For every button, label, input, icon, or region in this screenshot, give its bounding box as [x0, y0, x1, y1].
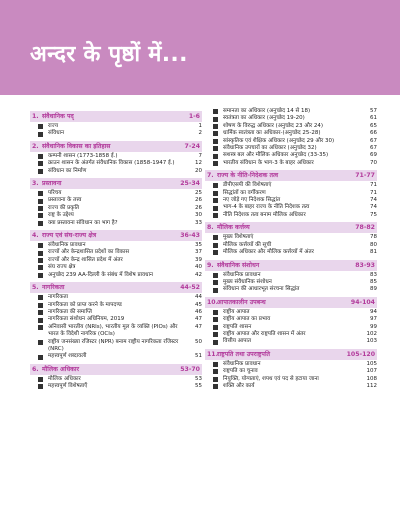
toc-entry-page: 37: [195, 249, 202, 256]
toc-left-column: [30, 108, 202, 391]
toc-entry: [205, 130, 377, 137]
section-header: [30, 282, 202, 293]
toc-entry-page: 57: [370, 108, 377, 114]
square-bullet-icon: [38, 206, 43, 211]
section-title: मौलिक अधिकार: [42, 365, 80, 373]
section-title: आपातकालीन उपबन्ध: [217, 298, 266, 306]
toc-entry: [205, 272, 377, 279]
section-header: [30, 230, 202, 241]
toc-entry-page: 65: [370, 122, 377, 129]
toc-entry-label: नागरिकता संशोधन अधिनियम, 2019: [48, 316, 125, 323]
section-title: संवैधानिक पद्: [42, 113, 74, 120]
toc-entry-page: 70: [370, 159, 377, 166]
toc-entry-page: 46: [195, 308, 202, 315]
section-header: [205, 349, 377, 360]
toc-entry-label: राज्यों और केन्द्र शासित प्रदेश में अंतर: [48, 256, 123, 263]
toc-entry-page: 42: [195, 271, 202, 278]
toc-entry-label: संविधान की आधारभूत संरचना सिद्धांत: [223, 286, 300, 293]
toc-entry: [30, 130, 202, 137]
section-title: राज्य एवं संघ-राज्य क्षेत्र: [42, 232, 97, 240]
square-bullet-icon: [38, 154, 43, 159]
toc-entry: [205, 249, 377, 256]
square-bullet-icon: [38, 384, 43, 389]
square-bullet-icon: [213, 325, 218, 330]
square-bullet-icon: [38, 318, 43, 323]
toc-entry-label: राष्ट्रीय जनसंख्या रजिस्टर (NPR) बनाम राष्ट्रीय नागरिकता रजिस्टर (NRC): [48, 338, 179, 352]
toc-entry: [30, 272, 202, 279]
section-number: 5.: [32, 284, 39, 292]
square-bullet-icon: [38, 243, 43, 248]
square-bullet-icon: [38, 169, 43, 174]
toc-entry: [205, 383, 377, 390]
toc-entry-label: सिद्धांतों का वर्गीकरण: [223, 189, 266, 196]
toc-entry-label: नागरिकता की समाप्ति: [48, 308, 92, 315]
toc-entry-label: राष्ट्रीय आपात का प्रभाव: [223, 316, 271, 323]
toc-entry-label: भाग-4 के बाहर राज्य के नीति निदेशक तत्व: [223, 204, 310, 211]
toc-entry: [30, 302, 202, 309]
toc-entry: [30, 324, 202, 339]
toc-entry-page: 2: [198, 130, 202, 137]
toc-entry: [30, 316, 202, 323]
section-title: संवैधानिक संशोधन: [217, 261, 260, 269]
square-bullet-icon: [213, 131, 218, 136]
toc-entry-label: महत्त्वपूर्ण शब्दावली: [48, 353, 87, 360]
section-number: 10.: [207, 298, 218, 306]
toc-entry: [30, 160, 202, 167]
toc-entry-label: राष्ट्र के उद्देश्य: [48, 212, 74, 219]
toc-entry-page: 85: [370, 278, 377, 285]
toc-entry-page: 26: [195, 197, 202, 204]
toc-entry-label: वित्तीय आपात: [223, 338, 251, 345]
toc-entry-label: नीति निदेशक तत्व बनाम मौलिक अधिकार: [223, 211, 306, 218]
square-bullet-icon: [38, 355, 43, 360]
toc-entry-page: 69: [370, 152, 377, 159]
toc-entry: [30, 339, 202, 354]
square-bullet-icon: [38, 251, 43, 256]
toc-entry-label: संविधान का निर्माण: [48, 167, 87, 174]
toc-entry-page: 107: [366, 368, 377, 375]
square-bullet-icon: [38, 273, 43, 278]
section-page-range: 7-24: [184, 142, 200, 150]
section-page-range: 36-43: [180, 232, 200, 240]
square-bullet-icon: [38, 325, 43, 330]
toc-entry-page: 83: [370, 271, 377, 278]
toc-entry-page: 45: [195, 301, 202, 308]
toc-entry-label: नियुक्ति, योग्यताएं, शपथ एवं पद से हटाया जाना: [223, 375, 319, 382]
section-page-range: 78-82: [355, 224, 375, 232]
section-number: 3.: [32, 180, 39, 188]
square-bullet-icon: [213, 377, 218, 382]
toc-entry-page: 66: [370, 130, 377, 137]
toc-entry-label: संवैधानिक उपचारों का अधिकार (अनुच्छेद 32): [223, 145, 317, 152]
toc-entry-label: सांस्कृतिक एवं शैक्षिक अधिकार (अनुच्छेद 29 और 30): [223, 137, 335, 144]
toc-entry-page: 39: [195, 256, 202, 263]
toc-entry: [205, 234, 377, 241]
square-bullet-icon: [38, 221, 43, 226]
toc-entry-label: भारतीय संविधान के भाग-3 के बाहर अधिकार: [223, 159, 314, 166]
toc-entry-label: कम्पनी शासन (1773-1858 ई.): [48, 152, 118, 159]
section-number: 9.: [207, 261, 214, 269]
toc-entry: [30, 212, 202, 219]
toc-entry: [30, 383, 202, 390]
square-bullet-icon: [213, 280, 218, 285]
toc-entry-label: नागरिकता: [48, 294, 69, 301]
square-bullet-icon: [213, 369, 218, 374]
square-bullet-icon: [213, 340, 218, 345]
toc-entry-page: 80: [370, 241, 377, 248]
square-bullet-icon: [213, 206, 218, 211]
toc-entry-page: 67: [370, 137, 377, 144]
toc-entry: [205, 204, 377, 211]
square-bullet-icon: [38, 265, 43, 270]
square-bullet-icon: [213, 183, 218, 188]
toc-entry-page: 30: [195, 212, 202, 219]
toc-entry-page: 61: [370, 115, 377, 122]
toc-entry-label: संवैधानिक प्रावधान: [223, 360, 261, 367]
square-bullet-icon: [38, 132, 43, 137]
toc-entry-label: क्या प्रस्तावना संविधान का भाग है?: [48, 219, 118, 226]
toc-entry-page: 74: [370, 197, 377, 204]
toc-entry-page: 71: [370, 189, 377, 196]
toc-entry-label: क्राउन शासन के अंतर्गत संवैधानिक विकास (1858-1947 ई.): [48, 160, 175, 167]
toc-entry: [205, 115, 377, 122]
square-bullet-icon: [38, 161, 43, 166]
square-bullet-icon: [213, 317, 218, 322]
toc-entry: [30, 220, 202, 227]
section-page-range: 83-93: [355, 261, 375, 269]
toc-entry: [205, 338, 377, 345]
section-title: राष्ट्रपति तथा उपराष्ट्रपति: [217, 350, 271, 358]
toc-entry-page: 51: [195, 353, 202, 360]
toc-entry: [205, 316, 377, 323]
toc-entry: [205, 212, 377, 219]
toc-entry-page: 103: [366, 338, 377, 345]
toc-entry: [205, 160, 377, 167]
square-bullet-icon: [38, 124, 43, 129]
toc-entry-page: 35: [195, 242, 202, 249]
toc-entry-page: 12: [195, 160, 202, 167]
toc-entry-page: 74: [370, 204, 377, 211]
section-title: नागरिकता: [42, 284, 65, 292]
toc-entry-label: राष्ट्रीय आपात और राष्ट्रपति शासन में अंतर: [223, 330, 306, 337]
section-page-range: 94-104: [350, 298, 375, 306]
section-page-range: 71-77: [355, 172, 375, 180]
square-bullet-icon: [38, 340, 43, 345]
toc-right-column: [205, 108, 377, 390]
section-number: 6.: [32, 365, 39, 373]
toc-entry-page: 81: [370, 249, 377, 256]
toc-entry-page: 55: [195, 383, 202, 390]
square-bullet-icon: [38, 310, 43, 315]
toc-entry: [30, 264, 202, 271]
toc-entry: [205, 376, 377, 383]
toc-entry-page: 47: [195, 316, 202, 323]
toc-entry-label: सशस्त्र बल और मौलिक अधिकार अनुच्छेद (33-35): [223, 152, 329, 159]
section-number: 1.: [32, 113, 39, 120]
toc-entry: [30, 294, 202, 301]
header-band: [0, 0, 400, 95]
square-bullet-icon: [213, 243, 218, 248]
section-header: [205, 260, 377, 271]
toc-entry-page: 7: [198, 152, 202, 159]
toc-entry-label: धार्मिक स्वतंत्रता का अधिकार-(अनुच्छेद 25-28): [223, 130, 321, 137]
square-bullet-icon: [38, 213, 43, 218]
toc-entry-label: राष्ट्रपति का चुनाव: [223, 368, 258, 375]
square-bullet-icon: [213, 310, 218, 315]
section-header: [205, 222, 377, 233]
toc-entry-page: 50: [195, 338, 202, 345]
section-number: 2.: [32, 142, 39, 150]
toc-entry-label: मौलिक कर्त्तव्यों की सूची: [223, 241, 272, 248]
toc-entry: [205, 190, 377, 197]
toc-entry-label: राज्य की प्रकृति: [48, 204, 80, 211]
toc-entry-label: मौलिक अधिकार और मौलिक कर्त्तव्यों में अंतर: [223, 249, 314, 256]
toc-entry: [205, 152, 377, 159]
section-number: 4.: [32, 232, 39, 240]
toc-entry-page: 75: [370, 211, 377, 218]
toc-entry: [205, 368, 377, 375]
toc-entry: [30, 197, 202, 204]
toc-entry-page: 94: [370, 308, 377, 315]
square-bullet-icon: [213, 213, 218, 218]
toc-entry-label: संघ राज्य क्षेत्र: [48, 264, 76, 271]
section-page-range: 105-120: [346, 350, 375, 358]
square-bullet-icon: [213, 288, 218, 293]
square-bullet-icon: [213, 235, 218, 240]
toc-entry-page: 53: [195, 375, 202, 382]
toc-entry-label: महत्त्वपूर्ण विशेषताएँ: [48, 383, 88, 390]
square-bullet-icon: [213, 198, 218, 203]
square-bullet-icon: [213, 146, 218, 151]
square-bullet-icon: [213, 384, 218, 389]
toc-entry: [30, 249, 202, 256]
toc-entry-page: 105: [366, 360, 377, 367]
toc-entry-page: 40: [195, 264, 202, 271]
page-title: अन्दर के पृष्ठों में...: [30, 42, 188, 67]
toc-entry: [205, 309, 377, 316]
toc-entry-label: परिचय: [48, 190, 62, 197]
section-title: संवैधानिक विकास का इतिहास: [42, 142, 111, 150]
section-page-range: 44-52: [180, 284, 200, 292]
toc-entry-label: नागरिकता को प्राप्त करने के मापदण्ड: [48, 301, 122, 308]
toc-entry-label: राज्य: [48, 123, 59, 129]
section-title: राज्य के नीति-निदेशक तत्व: [217, 172, 279, 180]
square-bullet-icon: [213, 250, 218, 255]
toc-entry-label: अनिवासी भारतीय (NRIs), भारतीय मूल के व्यक्ति (PIOs) और भारत के विदेशी नागरिक (OCIs): [48, 323, 178, 338]
section-title: मौलिक कर्त्तव्य: [217, 224, 250, 232]
section-number: 8.: [207, 224, 214, 232]
toc-entry: [205, 138, 377, 145]
toc-entry-page: 102: [366, 330, 377, 337]
toc-entry-label: प्रस्तावना के तत्त्व: [48, 197, 82, 204]
square-bullet-icon: [38, 258, 43, 263]
toc-entry-label: मौलिक अधिकार: [48, 375, 81, 382]
section-header: [205, 297, 377, 308]
section-header: [30, 364, 202, 375]
toc-entry: [205, 242, 377, 249]
square-bullet-icon: [213, 161, 218, 166]
toc-entry-page: 44: [195, 294, 202, 301]
toc-entry-label: राष्ट्रपति शासन: [223, 323, 252, 330]
square-bullet-icon: [38, 191, 43, 196]
toc-entry: [205, 286, 377, 293]
square-bullet-icon: [38, 303, 43, 308]
square-bullet-icon: [213, 154, 218, 159]
square-bullet-icon: [213, 109, 218, 114]
section-header: [205, 170, 377, 181]
toc-entry-page: 26: [195, 204, 202, 211]
toc-entry-page: 99: [370, 323, 377, 330]
section-page-range: 1-6: [188, 113, 200, 120]
toc-entry-label: शक्ति और कार्य: [223, 382, 255, 389]
square-bullet-icon: [38, 377, 43, 382]
toc-entry-page: 1: [198, 123, 202, 129]
toc-entry-page: 112: [366, 382, 377, 389]
square-bullet-icon: [213, 191, 218, 196]
toc-entry-label: डीपीएसपी की विशेषताएं: [223, 182, 272, 189]
section-number: 7.: [207, 172, 214, 180]
toc-entry-label: संविधान: [48, 130, 65, 137]
square-bullet-icon: [213, 139, 218, 144]
toc-entry-label: अनुच्छेद 239 AA-दिल्ली के संबंध में विशेष प्रावधान: [48, 271, 153, 278]
toc-entry-label: नए जोड़े गए निदेशक सिद्धांत: [223, 197, 281, 204]
toc-entry-page: 78: [370, 234, 377, 241]
square-bullet-icon: [213, 332, 218, 337]
section-header: [30, 111, 202, 122]
toc-entry: [205, 182, 377, 189]
toc-entry-label: समानता का अधिकार (अनुच्छेद 14 से 18): [223, 108, 311, 114]
toc-entry: [30, 353, 202, 360]
toc-entry-page: 108: [366, 375, 377, 382]
toc-entry-page: 33: [195, 219, 202, 226]
toc-entry-label: संवैधानिक प्रावधान: [223, 271, 261, 278]
square-bullet-icon: [38, 199, 43, 204]
toc-entry-page: 97: [370, 316, 377, 323]
toc-entry-page: 25: [195, 190, 202, 197]
toc-entry-page: 71: [370, 182, 377, 189]
toc-entry-page: 47: [195, 323, 202, 330]
toc-entry-label: राष्ट्रीय आपात: [223, 308, 250, 315]
square-bullet-icon: [213, 273, 218, 278]
toc-entry-label: मुख्य संवैधानिक संशोधन: [223, 278, 272, 285]
toc-entry-page: 20: [195, 167, 202, 174]
square-bullet-icon: [38, 295, 43, 300]
toc-entry-page: 89: [370, 286, 377, 293]
toc-entry: [205, 324, 377, 331]
toc-entry-label: स्वतंत्रता का अधिकार (अनुच्छेद 19-20): [223, 115, 305, 122]
square-bullet-icon: [213, 124, 218, 129]
square-bullet-icon: [213, 362, 218, 367]
section-number: 11.: [207, 350, 218, 358]
section-page-range: 53-70: [180, 365, 200, 373]
toc-entry-label: संवैधानिक प्रावधान: [48, 242, 86, 249]
square-bullet-icon: [213, 117, 218, 122]
section-title: प्रस्तावना: [42, 180, 62, 188]
toc-entry-label: राज्यों और केन्द्रशासित प्रदेशों का विकास: [48, 249, 130, 256]
toc-entry-page: 67: [370, 145, 377, 152]
toc-entry-label: मुख्य विशेषताएं: [223, 234, 254, 241]
toc-entry: [30, 168, 202, 175]
section-header: [30, 178, 202, 189]
toc-entry-label: शोषण के विरुद्ध अधिकार (अनुच्छेद 23 और 24): [223, 122, 324, 129]
section-header: [30, 141, 202, 152]
section-page-range: 25-34: [180, 180, 200, 188]
